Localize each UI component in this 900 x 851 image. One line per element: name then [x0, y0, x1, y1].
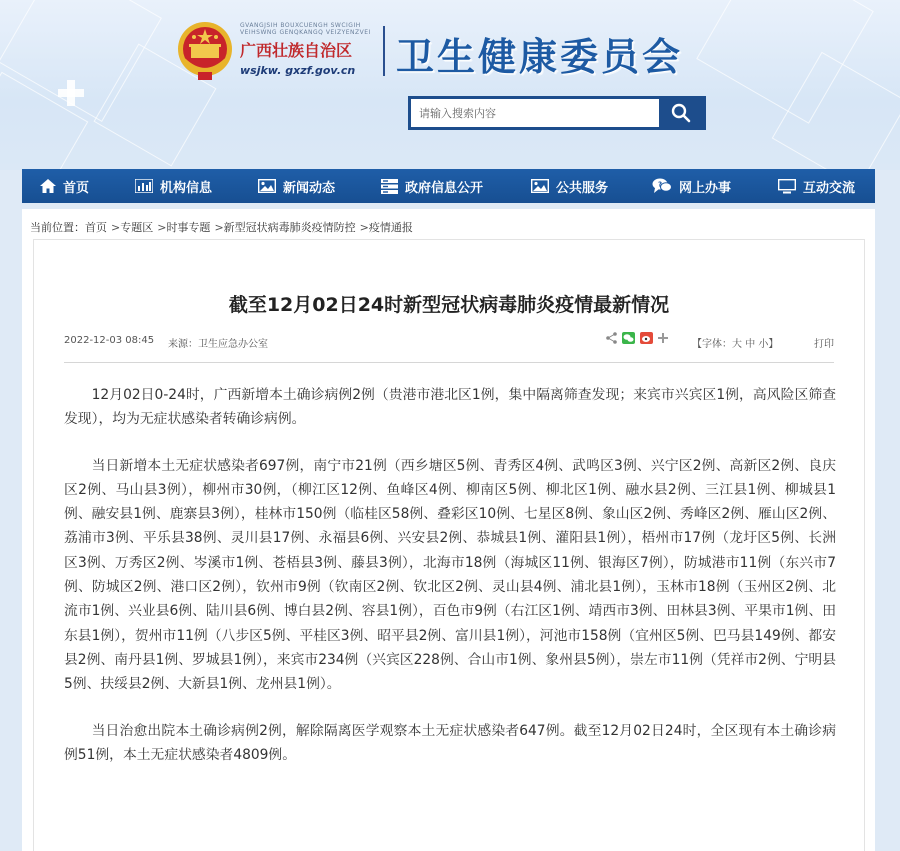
weibo-icon[interactable] — [640, 332, 653, 344]
nav-item-organization[interactable] — [135, 169, 212, 203]
site-domain: wsjkw. gxzf.gov.cn — [240, 64, 356, 77]
article-paragraph: 12月02日0-24时，广西新增本土确诊病例2例（贵港市港北区1例，集中隔离筛查发现；来宾市兴宾区1例，高风险区筛查发现），均为无症状感染者转确诊病例。 — [64, 387, 836, 428]
breadcrumb-item-covid-prevention[interactable]: 新型冠状病毒肺炎疫情防控 — [223, 221, 356, 234]
nav-item-label: 政府信息公开 — [405, 180, 484, 196]
plus-share-icon[interactable] — [658, 333, 668, 343]
nav-item-interaction[interactable] — [778, 169, 855, 203]
article-paragraph: 当日治愈出院本土确诊病例2例，解除隔离医学观察本土无症状感染者647例。截至12月02日24时，全区现有本土确诊病例51例，本土无症状感染者4809例。 — [64, 722, 836, 763]
font-size-control — [692, 335, 778, 350]
article-meta — [64, 332, 834, 352]
nav-item-label: 首页 — [63, 180, 90, 196]
search-icon — [671, 103, 691, 123]
search-input[interactable] — [411, 99, 659, 127]
breadcrumb-item-topics[interactable]: 专题区 — [120, 221, 154, 234]
article-title: 截至12月02日24时新型冠状病毒肺炎疫情最新情况 — [228, 294, 670, 316]
font-small-button[interactable]: 小 — [758, 339, 769, 350]
logo-text-block — [240, 22, 371, 77]
agency-name: 卫生健康委员会 — [396, 34, 684, 79]
font-medium-button[interactable]: 中 — [745, 339, 756, 350]
search-button[interactable] — [660, 99, 702, 127]
nav-item-gov-info[interactable] — [381, 169, 483, 203]
pinyin-line: VEIHSWNG GENQKANGQ VEIZYENZVEI — [240, 29, 371, 36]
monitor-icon — [778, 179, 796, 194]
breadcrumb-item-current-affairs[interactable]: 时事专题 — [166, 221, 211, 234]
share-bar — [606, 332, 673, 344]
article — [33, 239, 865, 851]
nav-item-home[interactable] — [40, 169, 89, 203]
breadcrumb-separator: > — [359, 221, 369, 234]
main-nav — [22, 169, 875, 203]
share-icon[interactable] — [606, 332, 617, 344]
search-box — [408, 96, 706, 130]
nav-item-online-services[interactable] — [652, 169, 731, 203]
publish-date: 2022-12-03 08:45 — [64, 335, 155, 346]
nav-item-news[interactable] — [258, 169, 335, 203]
breadcrumb-separator: > — [157, 221, 167, 234]
article-body — [64, 383, 836, 789]
wechat-icon[interactable] — [622, 332, 635, 344]
article-paragraph: 当日新增本土无症状感染者697例，南宁市21例（西乡塘区5例、青秀区4例、武鸣区3例、兴宁区2例、高新区2例、良庆区2例、马山县3例），柳州市30例，（柳江区12例、鱼峰区4例、柳南区5例、柳北区1例、融水县2例、三江县1例、柳城县1例、融安县1例、鹿寨县3例），桂林市150例（临桂区58例、叠彩区10例、七星区8例、象山区2例、秀峰区2例、雁山区2例、荔浦市3例、平乐县38例、灵川县17例、永福县6例、兴安县2例、恭城县1例、灌阳县1例），梧州市17例（龙圩区5例、长洲区3例、万秀区2例、岑溪市1例、苍梧县3例、藤县3例），北海市18例（海城区11例、银海区7例），防城港市11例（东兴市7例、防城区2例、港口区2例），钦州市9例（钦南区2例、钦北区2例、灵山县4例、浦北县1例），玉林市18例（玉州区2例、北流市1例、兴业县6例、陆川县6例、博白县2例、容县1例），百色市9例（右江区1例、靖西市3例、田林县3例、平果市1例、田东县1例），贺州市11例（八步区5例、平桂区3例、昭平县2例、富川县1例），河池市158例（宜州区5例、巴马县149例、都安县2例、南丹县1例、罗城县1例），来宾市234例（兴宾区228例、合山市1例、象州县5例），崇左市11例（凭祥市2例、宁明县5例、扶绥县2例、大新县1例、龙州县1例）。 — [64, 457, 836, 693]
image-icon — [258, 179, 276, 193]
nav-item-label: 机构信息 — [160, 180, 213, 196]
breadcrumb — [30, 219, 413, 235]
region-name: 广西壮族自治区 — [240, 41, 353, 60]
content-area — [22, 209, 875, 851]
breadcrumb-prefix: 当前位置： — [30, 221, 85, 234]
image-icon — [531, 179, 549, 193]
article-source: 来源：卫生应急办公室 — [168, 339, 268, 350]
logo-divider — [383, 26, 385, 76]
nav-item-public-service[interactable] — [531, 169, 608, 203]
home-icon — [40, 179, 56, 193]
medical-cross-icon — [58, 80, 84, 106]
breadcrumb-separator: > — [111, 221, 121, 234]
meta-divider — [64, 362, 834, 363]
pinyin-line: GVANGJSIH BOUXCUENGH SWCIGIH — [240, 22, 361, 29]
print-button[interactable]: 打印 — [814, 339, 834, 350]
nav-item-label: 新闻动态 — [283, 180, 336, 196]
nav-item-label: 公共服务 — [556, 180, 609, 196]
bar-chart-icon — [135, 179, 153, 193]
breadcrumb-item-home[interactable]: 首页 — [85, 221, 107, 234]
font-size-end: 】 — [768, 339, 779, 350]
font-size-label: 【字体： — [692, 339, 732, 350]
breadcrumb-separator: > — [214, 221, 224, 234]
font-large-button[interactable]: 大 — [732, 339, 742, 350]
breadcrumb-item-epidemic-report[interactable]: 疫情通报 — [368, 221, 413, 234]
chat-icon — [652, 178, 672, 194]
nav-item-label: 互动交流 — [803, 180, 856, 196]
svg-text:?: ? — [658, 180, 663, 189]
server-icon — [381, 179, 398, 194]
national-emblem-icon — [176, 20, 234, 82]
nav-item-label: 网上办事 — [679, 180, 732, 196]
